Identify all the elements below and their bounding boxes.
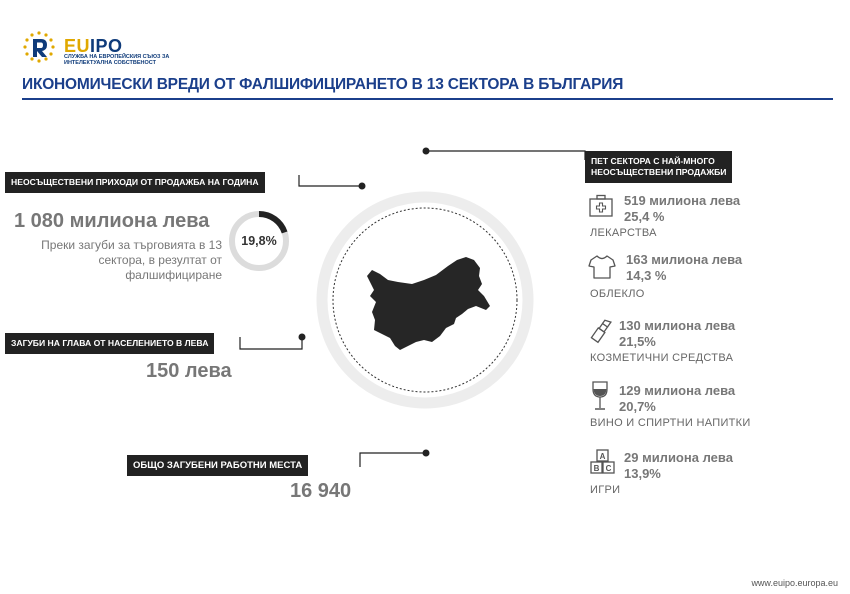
svg-text:B: B [593, 464, 600, 473]
sector-percent: 13,9% [624, 466, 661, 481]
logo-wordmark: EUIPO [64, 36, 123, 56]
svg-text:A: A [599, 452, 606, 461]
svg-text:C: C [605, 464, 612, 473]
sector-percent: 20,7% [619, 399, 656, 414]
sector-percent: 14,3 % [626, 268, 667, 283]
jobs-value: 16 940 [290, 480, 352, 502]
sector-value: 129 милиона лева [619, 383, 736, 398]
sectors-label: ПЕТ СЕКТОРА С НАЙ-МНОГО НЕОСЪЩЕСТВЕНИ ПРОДАЖБИ [585, 151, 732, 183]
sector-percent: 21,5% [619, 334, 656, 349]
sector-percent: 25,4 % [624, 209, 665, 224]
sector-name: ИГРИ [590, 484, 621, 496]
page-title: ИКОНОМИЧЕСКИ ВРЕДИ ОТ ФАЛШИФИЦИРАНЕТО В 13 СЕКТОРА В БЪЛГАРИЯ [22, 76, 624, 93]
revenue-value: 1 080 милиона лева [14, 210, 210, 232]
sector-name: ОБЛЕКЛО [590, 288, 645, 300]
per-capita-value: 150 лева [146, 360, 232, 382]
revenue-percent: 19,8% [241, 234, 277, 248]
sector-name: ВИНО И СПИРТНИ НАПИТКИ [590, 417, 751, 429]
medicine-kit-icon [588, 194, 614, 218]
sector-value: 130 милиона лева [619, 318, 736, 333]
footer-url[interactable]: www.euipo.europa.eu [751, 578, 838, 588]
tshirt-icon [588, 254, 616, 280]
sector-value: 29 милиона лева [624, 450, 733, 465]
revenue-label: НЕОСЪЩЕСТВЕНИ ПРИХОДИ ОТ ПРОДАЖБА НА ГОДИНА [5, 172, 265, 193]
title-divider [22, 98, 833, 100]
lipstick-icon [590, 318, 612, 344]
sector-name: КОЗМЕТИЧНИ СРЕДСТВА [590, 352, 734, 364]
bulgaria-map-icon [367, 257, 490, 350]
jobs-label: ОБЩО ЗАГУБЕНИ РАБОТНИ МЕСТА [127, 455, 308, 476]
sector-name: ЛЕКАРСТВА [590, 227, 657, 239]
wine-glass-icon [590, 380, 610, 412]
toy-blocks-icon [590, 448, 616, 476]
revenue-description: Преки загуби за търговията в 13 сектора, в резултат от фалшифициране [41, 238, 222, 282]
sector-value: 163 милиона лева [626, 252, 743, 267]
logo-subtitle: СЛУЖБА НА ЕВРОПЕЙСКИЯ СЪЮЗ ЗА ИНТЕЛЕКТУАЛНА СОБСТВЕНОСТ [64, 54, 170, 66]
sector-value: 519 милиона лева [624, 193, 741, 208]
euipo-logo-icon [22, 30, 56, 64]
per-capita-label: ЗАГУБИ НА ГЛАВА ОТ НАСЕЛЕНИЕТО В ЛЕВА [5, 333, 214, 354]
